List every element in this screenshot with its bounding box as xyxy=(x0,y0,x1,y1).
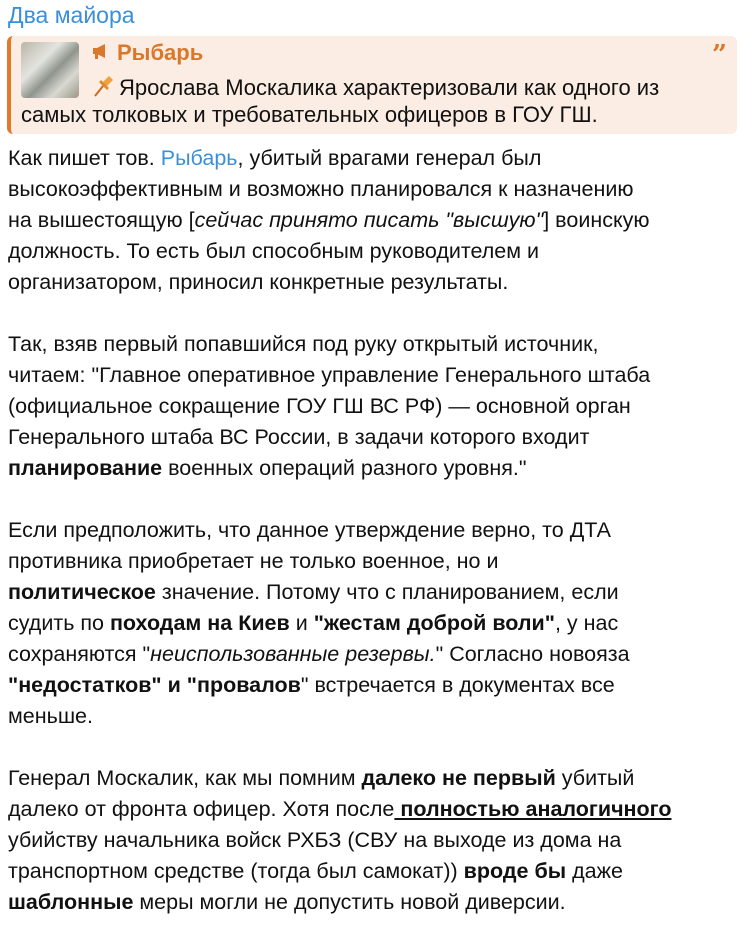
text-segment: ] воинскую xyxy=(543,208,650,232)
text-line xyxy=(8,639,671,670)
text-line xyxy=(8,267,671,298)
megaphone-icon xyxy=(91,40,111,66)
text-segment: планирование xyxy=(8,456,163,480)
channel-name[interactable]: Два майора xyxy=(8,2,135,28)
text-segment: военных операций разного уровня." xyxy=(162,456,527,480)
text-segment: судить по xyxy=(8,611,110,635)
channel-link[interactable]: Рыбарь xyxy=(160,146,238,170)
paragraph-gap xyxy=(8,484,671,515)
text-line xyxy=(8,453,671,484)
text-segment: Как пишет тов. xyxy=(8,146,161,170)
text-line xyxy=(8,205,671,236)
text-line xyxy=(8,329,671,360)
text-line xyxy=(8,236,671,267)
text-segment: "недостатков" и "провалов xyxy=(8,673,301,697)
text-segment: " Согласно новояза xyxy=(435,642,630,666)
text-segment: убитый xyxy=(555,766,635,790)
text-line xyxy=(8,608,671,639)
forwarded-quote[interactable] xyxy=(7,36,737,134)
text-line xyxy=(8,701,671,732)
text-segment: меры могли не допустить новой диверсии. xyxy=(133,890,566,914)
text-segment: должность. То есть был способным руководителем и xyxy=(8,239,540,263)
text-segment: "жестам доброй воли" xyxy=(313,611,555,635)
quote-text-line xyxy=(91,72,659,104)
text-line xyxy=(8,856,671,887)
text-segment: Генерального штаба ВС России, в задачи которого входит xyxy=(8,425,590,449)
text-segment: неиспользованные резервы. xyxy=(150,642,436,666)
pushpin-icon xyxy=(91,72,117,104)
paragraph-gap xyxy=(8,732,671,763)
text-line xyxy=(8,391,671,422)
text-segment: сейчас принято писать "высшую" xyxy=(194,208,544,232)
text-segment: далеко от фронта офицер. Хотя после xyxy=(8,797,395,821)
text-segment: полностью аналогичного xyxy=(394,797,672,821)
text-segment: политическое xyxy=(8,580,156,604)
text-segment: Так, взяв первый попавшийся под руку открытый источник, xyxy=(8,332,599,356)
text-segment: , убитый врагами генерал был xyxy=(237,146,542,170)
text-segment: далеко не первый xyxy=(361,766,556,790)
quote-marks-icon: ” xyxy=(712,40,727,70)
text-segment: транспортном средстве (тогда был самокат)) xyxy=(8,859,464,883)
text-line xyxy=(8,577,671,608)
quote-author xyxy=(91,40,203,66)
text-line xyxy=(8,143,671,174)
text-segment: высокоэффективным и возможно планировался к назначению xyxy=(8,177,634,201)
quote-author-name: Рыбарь xyxy=(117,40,204,65)
text-line xyxy=(8,825,671,856)
text-segment: на вышестоящую [ xyxy=(8,208,195,232)
text-line xyxy=(8,546,671,577)
text-line xyxy=(8,174,671,205)
quote-text-line: самых толковых и требовательных офицеров в ГОУ ГШ. xyxy=(21,102,598,127)
text-line xyxy=(8,360,671,391)
text-segment: сохраняются " xyxy=(8,642,151,666)
text-line xyxy=(8,422,671,453)
text-segment: " встречается в документах все xyxy=(300,673,615,697)
text-segment: походам на Киев xyxy=(109,611,290,635)
text-line xyxy=(8,515,671,546)
quote-thumbnail xyxy=(21,42,79,98)
text-line xyxy=(8,887,671,918)
quote-text: Ярослава Москалика характеризовали как одного из xyxy=(119,75,660,100)
text-segment: , у нас xyxy=(554,611,619,635)
text-segment: вроде бы xyxy=(463,859,567,883)
text-line xyxy=(8,794,671,825)
paragraph-gap xyxy=(8,298,671,329)
text-segment: убийству начальника войск РХБЗ (СВУ на выходе из дома на xyxy=(8,828,622,852)
text-segment: даже xyxy=(566,859,623,883)
text-segment: организатором, приносил конкретные результаты. xyxy=(8,270,509,294)
text-segment: читаем: "Главное оперативное управление Генерального штаба xyxy=(8,363,651,387)
text-line xyxy=(8,670,671,701)
text-segment: Генерал Москалик, как мы помним xyxy=(8,766,362,790)
text-segment: значение. Потому что с планированием, если xyxy=(155,580,619,604)
text-segment: противника приобретает не только военное, но и xyxy=(8,549,499,573)
message-body xyxy=(8,143,671,918)
text-segment: (официальное сокращение ГОУ ГШ ВС РФ) — основной орган xyxy=(8,394,631,418)
text-segment: шаблонные xyxy=(8,890,134,914)
text-segment: Если предположить, что данное утверждение верно, то ДТА xyxy=(8,518,612,542)
text-segment: меньше. xyxy=(8,704,93,728)
text-line xyxy=(8,763,671,794)
text-segment: и xyxy=(289,611,314,635)
